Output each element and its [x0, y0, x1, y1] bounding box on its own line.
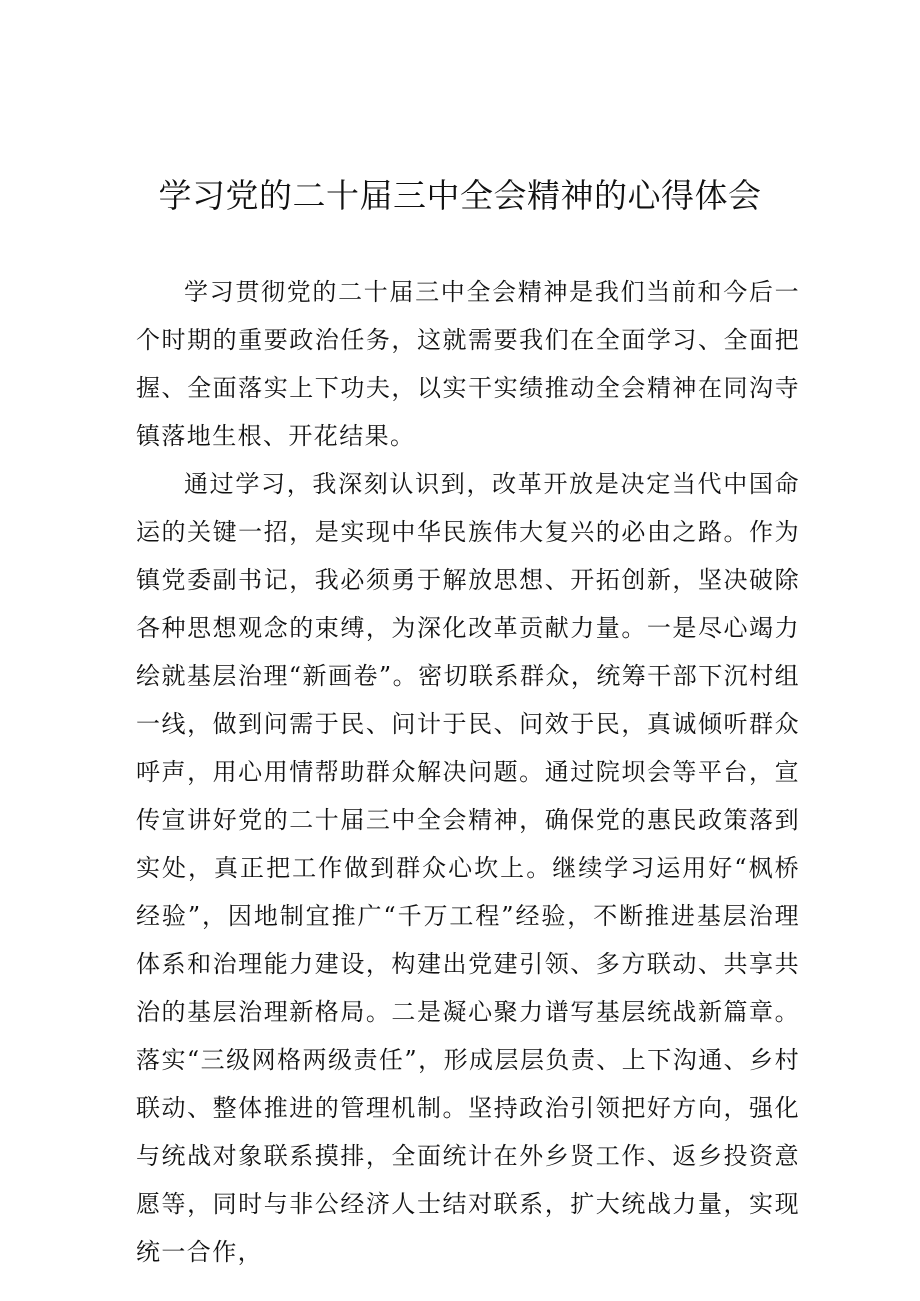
body-paragraph-2: 通过学习，我深刻认识到，改革开放是决定当代中国命运的关键一招，是实现中华民族伟大复兴的必由之路。作为镇党委副书记，我必须勇于解放思想、开拓创新，坚决破除各种思想观念的束缚，为深化改革贡献力量。一是尽心竭力绘就基层治理“新画卷”。密切联系群众，统筹干部下沉村组一线，做到问需于民、问计于民、问效于民，真诚倾听群众呼声，用心用情帮助群众解决问题。通过院坝会等平台，宣传宣讲好党的二十届三中全会精神，确保党的惠民政策落到实处，真正把工作做到群众心坎上。继续学习运用好“枫桥经验”，因地制宜推广“千万工程”经验，不断推进基层治理体系和治理能力建设，构建出党建引领、多方联动、共享共治的基层治理新格局。二是凝心聚力谱写基层统战新篇章。落实“三级网格两级责任”，形成层层负责、上下沟通、乡村联动、整体推进的管理机制。坚持政治引领把好方向，强化与统战对象联系摸排，全面统计在外乡贤工作、返乡投资意愿等，同时与非公经济人士结对联系，扩大统战力量，实现统一合作， [136, 470, 800, 1266]
document-body [136, 268, 800, 1276]
document-title: 学习党的二十届三中全会精神的心得体会 [158, 176, 762, 215]
body-paragraph-1: 学习贯彻党的二十届三中全会精神是我们当前和今后一个时期的重要政治任务，这就需要我们在全面学习、全面把握、全面落实上下功夫，以实干实绩推动全会精神在同沟寺镇落地生根、开花结果。 [136, 278, 800, 450]
